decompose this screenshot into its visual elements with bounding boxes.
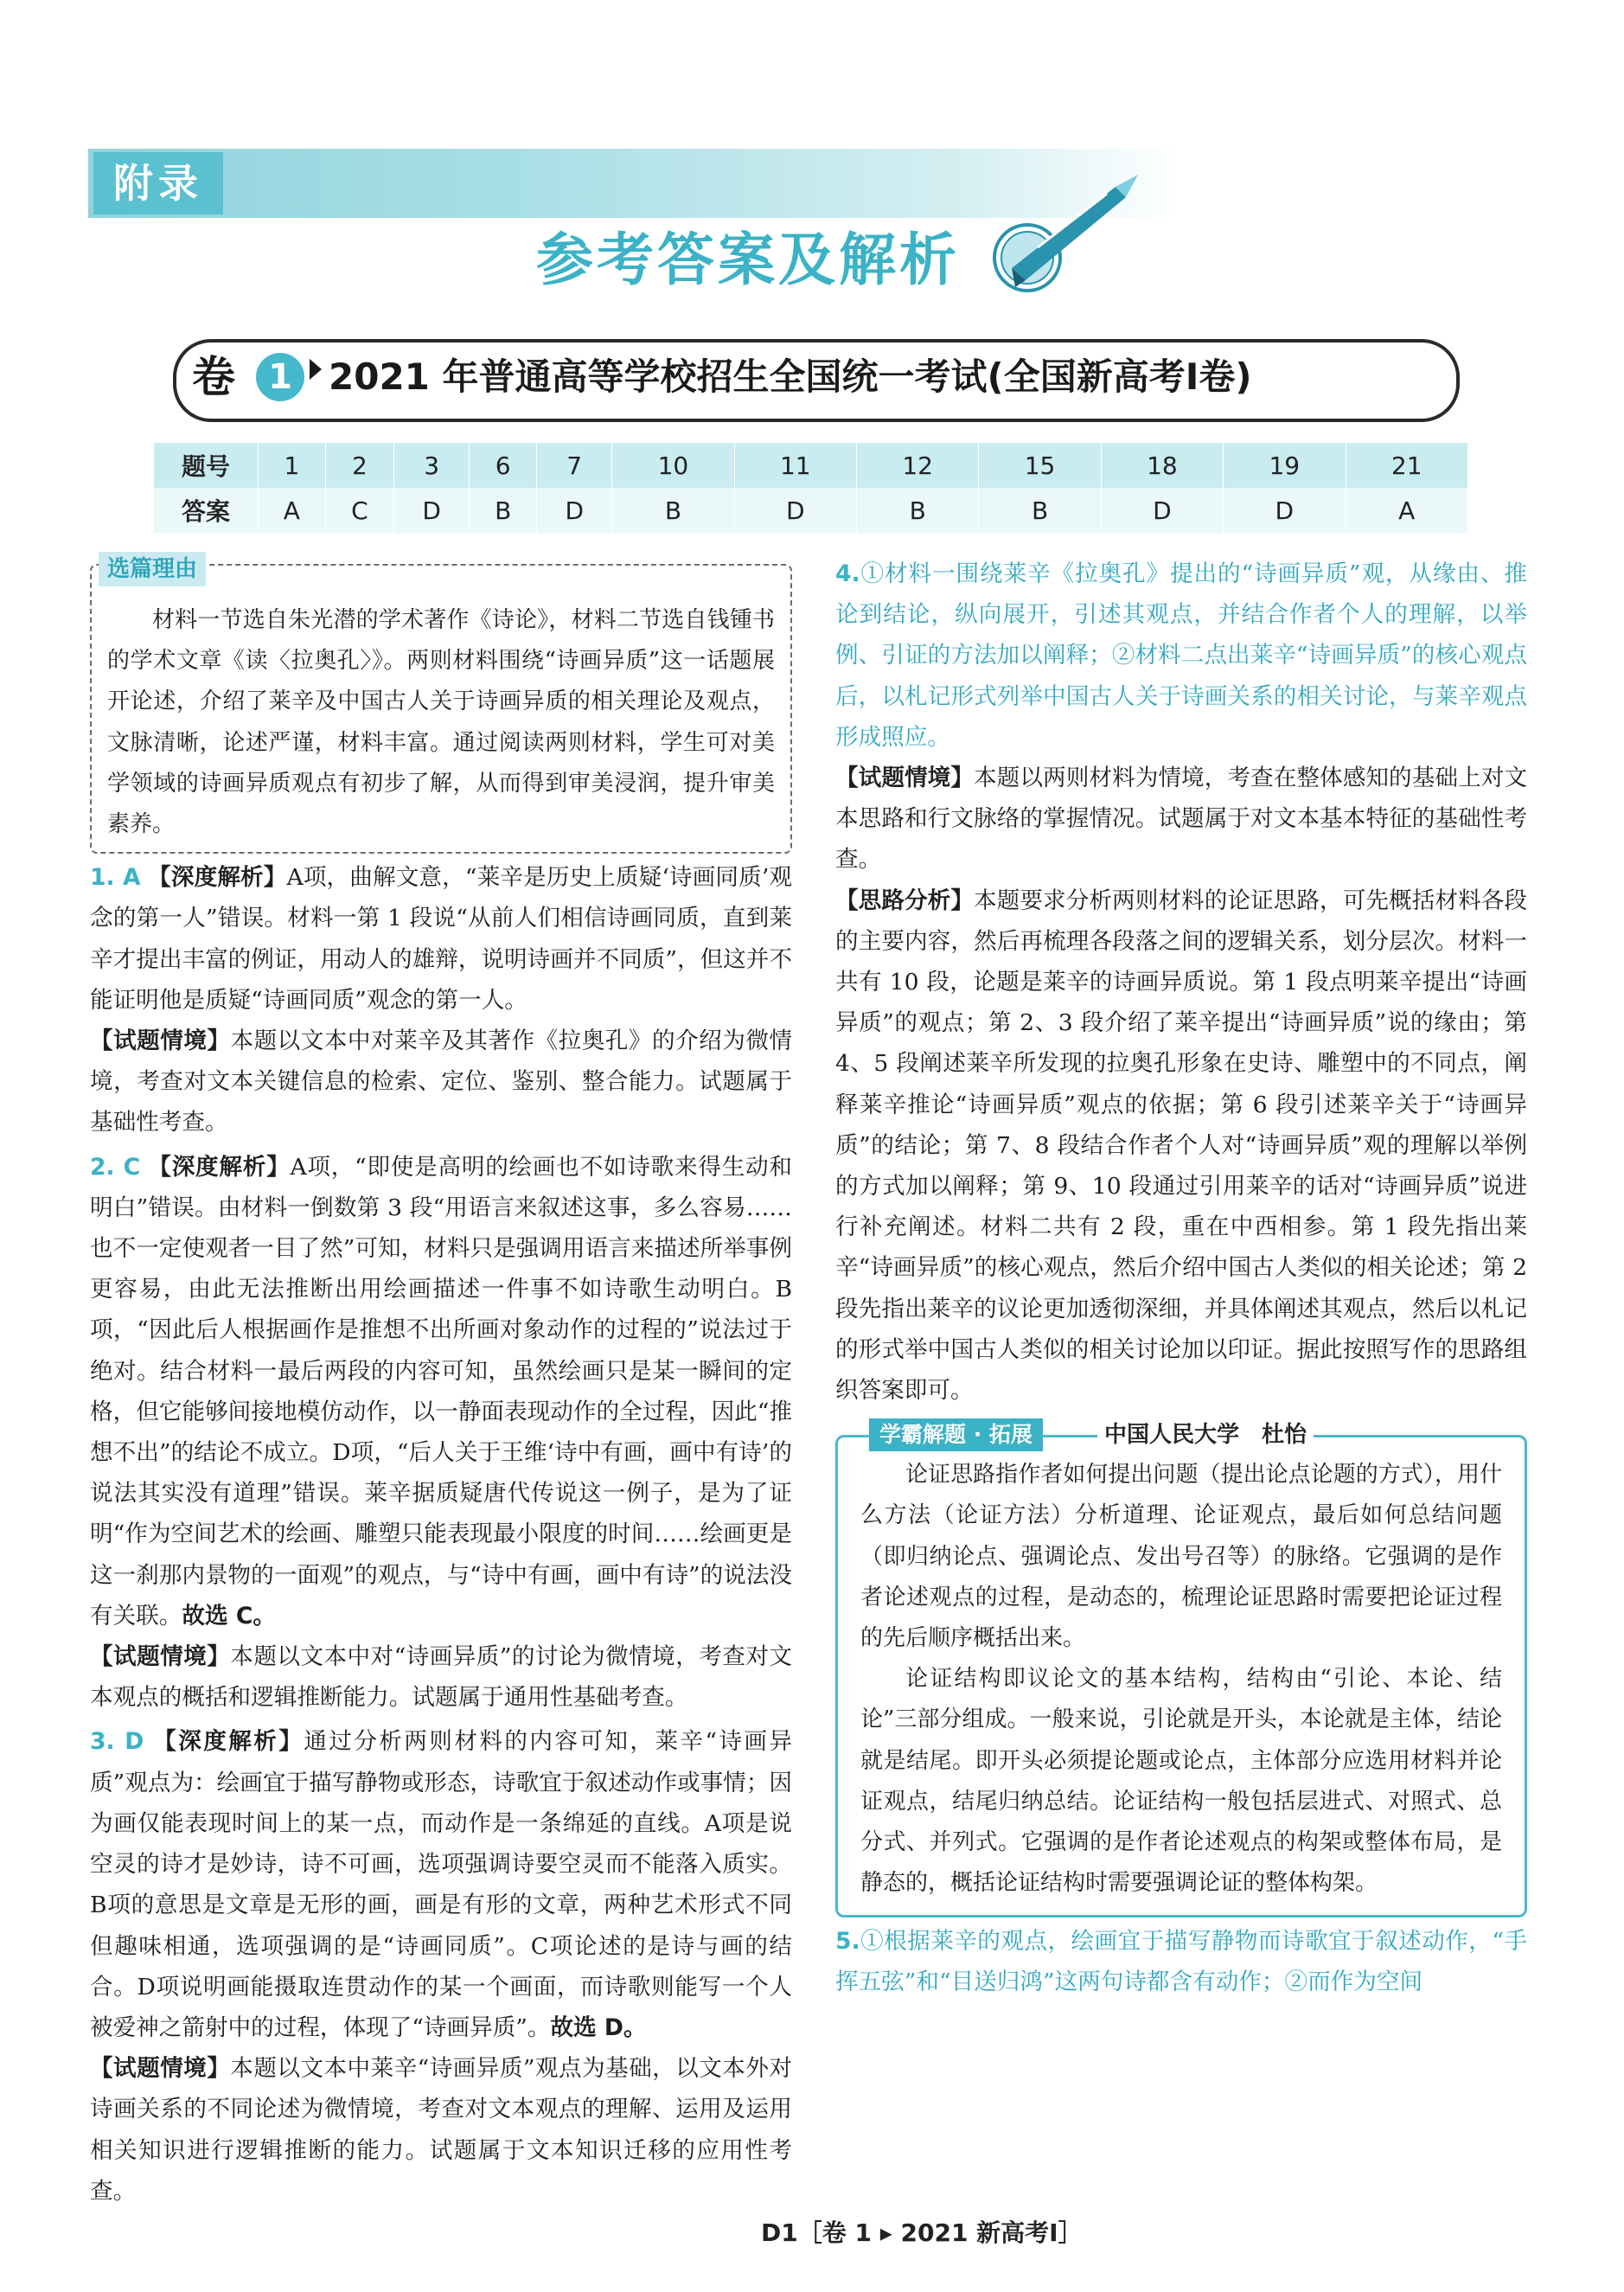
- q2-ctx-tag: 【试题情境】: [90, 1643, 231, 1671]
- question-number: 6: [470, 443, 537, 488]
- answer-cell: B: [857, 488, 979, 533]
- question-number: 10: [612, 443, 734, 488]
- q3-conclusion: 故选 D。: [550, 2014, 647, 2041]
- q4-analysis-text: 本题要求分析两则材料的论证思路，可先概括材料各段的主要内容，然后再梳理各段落之间的逻辑关系，划分层次。材料一共有 10 段，论题是莱辛的诗画异质说。第 1 段点明莱辛提出“诗画异质”的观点；第 2、3 段介绍了莱辛提出“诗画异质”说的缘由；第 4、5 段阐述莱辛所发现的拉奥孔形象在史诗、雕塑中的不同点，阐释莱辛推论“诗画异质”观点的依据；第 6 段引述莱辛关于“诗画异质”的结论；第 7、8 段结合作者个人对“诗画异质”观的理解以举例的方式加以阐释；第 9、10 段通过引用莱辛的话对“诗画异质”说进行补充阐述。材料二共有 2 段，重在中西相参。第 1 段先指出莱辛“诗画异质”的核心观点，然后介绍中国古人类似的相关论述；第 2 段先指出莱辛的议论更加透彻深细，并具体阐述其观点，然后以札记的形式举中国古人类似的相关讨论加以印证。据此按照写作的思路组织答案即可。: [835, 887, 1527, 1405]
- extension-tag: 学霸解题 · 拓展: [869, 1418, 1043, 1451]
- q1-ctx-text: 本题以文本中对莱辛及其著作《拉奥孔》的介绍为微情境，考查对文本关键信息的检索、定位、鉴别、整合能力。试题属于基础性考查。: [90, 1028, 793, 1136]
- q4-answer-text: ①材料一围绕莱辛《拉奥孔》提出的“诗画异质”观，从缘由、推论到结论，纵向展开，引述其观点，并结合作者个人的理解，以举例、引证的方法加以阐释；②材料二点出莱辛“诗画异质”的核心观点后，以札记形式列举中国古人关于诗画关系的相关讨论，与莱辛观点形成照应。: [835, 560, 1527, 751]
- extension-paragraph-2: 论证结构即议论文的基本结构，结构由“引论、本论、结论”三部分组成。一般来说，引论就是开头，本论就是主体，结论就是结尾。即开头必须提论题或论点，主体部分应选用材料并论证观点，结尾归纳总结。论证结构一般包括层进式、对照式、总分式、并列式。它强调的是作者论述观点的构架或整体布局，是静态的，概括论证结构时需要强调论证的整体构架。: [860, 1666, 1502, 1897]
- answer-table-row-numbers: [154, 443, 1468, 488]
- answer-cell: B: [612, 488, 734, 533]
- page-footer: D1［卷 1 ▸ 2021 新高考Ⅰ］: [761, 2218, 1083, 2247]
- fountain-pen-icon: [986, 171, 1141, 301]
- q4-analysis: [835, 880, 1527, 1412]
- q4-context: [835, 758, 1527, 880]
- q4-ctx-text: 本题以两则材料为情境，考查在整体感知的基础上对文本思路和行文脉络的掌握情况。试题属于对文本基本特征的基础性考查。: [835, 765, 1527, 874]
- q5-answer-text: ①根据莱辛的观点，绘画宜于描写静物而诗歌宜于叙述动作，“手挥五弦”和“目送归鸿”这两句诗都含有动作；②而作为空间: [835, 1927, 1527, 1995]
- q3-number: 3. D: [90, 1728, 144, 1756]
- answer-cell: B: [979, 488, 1101, 533]
- answer-table: [154, 443, 1468, 533]
- selection-reason-box: [90, 556, 792, 854]
- answer-cell: D: [1101, 488, 1223, 533]
- answer-cell: A: [259, 488, 326, 533]
- q1-tag: 【深度解析】: [148, 864, 287, 892]
- q2-conclusion: 故选 C。: [182, 1602, 276, 1629]
- row-label-answers: 答案: [154, 488, 259, 533]
- q3-context: [90, 2048, 792, 2212]
- row-label-numbers: 题号: [154, 443, 259, 488]
- question-number: 15: [979, 443, 1101, 488]
- q4-ctx-tag: 【试题情境】: [835, 765, 975, 792]
- answer-cell: A: [1346, 488, 1468, 533]
- selection-reason-text: 材料一节选自朱光潜的学术著作《诗论》，材料二节选自钱锺书的学术文章《读〈拉奥孔〉》。两则材料围绕“诗画异质”这一话题展开论述，介绍了莱辛及中国古人关于诗画异质的相关理论及观点，文脉清晰，论述严谨，材料丰富。通过阅读两则材料，学生可对美学领域的诗画异质观点有初步了解，从而得到审美浸润，提升审美素养。: [107, 607, 775, 838]
- q1-text: A项，曲解文意，“莱辛是历史上质疑‘诗画同质’观念的第一人”错误。材料一第 1 段说“从前人们相信诗画同质，直到莱辛才提出丰富的例证，用动人的雄辩，说明诗画并不同质”，但这并不能证明他是质疑“诗画同质”观念的第一人。: [90, 864, 792, 1014]
- question-number: 12: [857, 443, 979, 488]
- q3-ctx-text: 本题以文本中莱辛“诗画异质”观点为基础，以文本外对诗画关系的不同论述为微情境，考查对文本观点的理解、运用及运用相关知识进行逻辑推断的能力。试题属于文本知识迁移的应用性考查。: [90, 2055, 792, 2205]
- q2-analysis: [90, 1147, 792, 1636]
- volume-number: 1: [256, 353, 304, 401]
- answer-cell: D: [734, 488, 856, 533]
- q2-number: 2. C: [90, 1153, 141, 1181]
- question-number: 11: [734, 443, 856, 488]
- question-number: 2: [325, 443, 393, 488]
- q2-tag: 【深度解析】: [148, 1153, 291, 1181]
- question-number: 1: [259, 443, 326, 488]
- q3-text: 通过分析两则材料的内容可知，莱辛“诗画异质”观点为：绘画宜于描写静物或形态，诗歌宜于叙述动作或事情；因为画仅能表现时间上的某一点，而动作是一条绵延的直线。A项是说空灵的诗才是妙诗，诗不可画，选项强调诗要空灵而不能落入质实。B项的意思是文章是无形的画，画是有形的文章，两种艺术形式不同但趣味相通，选项强调的是“诗画同质”。C项论述的是诗与画的结合。D项说明画能摄取连贯动作的某一个画面，而诗歌则能写一个人被爱神之箭射中的过程，体现了“诗画异质”。: [90, 1728, 792, 2041]
- answer-cell: C: [325, 488, 393, 533]
- extension-box: [835, 1422, 1527, 1917]
- answer-table-row-answers: [154, 488, 1468, 533]
- answer-cell: D: [537, 488, 612, 533]
- q1-number: 1. A: [90, 864, 141, 892]
- extension-author: 中国人民大学 杜怡: [1097, 1420, 1314, 1450]
- selection-reason-tag: 选篇理由: [99, 552, 206, 586]
- appendix-tag: 附录: [93, 152, 223, 214]
- question-number: 3: [394, 443, 470, 488]
- q1-context: [90, 1021, 792, 1143]
- q1-analysis: [90, 857, 792, 1021]
- q4-analysis-tag: 【思路分析】: [835, 887, 975, 914]
- question-number: 7: [537, 443, 612, 488]
- q2-context: [90, 1636, 792, 1718]
- question-number: 18: [1101, 443, 1223, 488]
- q4-number: 4.: [835, 560, 860, 587]
- q1-ctx-tag: 【试题情境】: [90, 1028, 231, 1055]
- q3-tag: 【深度解析】: [153, 1728, 304, 1756]
- q5-answer: [835, 1921, 1527, 2002]
- left-column: [90, 556, 793, 2212]
- volume-label: 卷: [192, 352, 235, 402]
- answer-cell: D: [394, 488, 470, 533]
- arrow-right-icon: [310, 359, 322, 380]
- q4-answer: [835, 554, 1527, 758]
- page-title: 参考答案及解析: [536, 227, 960, 293]
- question-number: 21: [1346, 443, 1468, 488]
- extension-paragraph-1: 论证思路指作者如何提出问题（提出论点论题的方式），用什么方法（论证方法）分析道理、论证观点，最后如何总结问题（即归纳论点、强调论点、发出号召等）的脉络。它强调的是作者论述观点的过程，是动态的，梳理论证思路时需要把论证过程的先后顺序概括出来。: [860, 1462, 1502, 1652]
- answer-cell: B: [470, 488, 537, 533]
- question-number: 19: [1224, 443, 1346, 488]
- q3-analysis: [90, 1721, 792, 2048]
- q3-ctx-tag: 【试题情境】: [90, 2055, 231, 2083]
- q2-ctx-text: 本题以文本中对“诗画异质”的讨论为微情境，考查对文本观点的概括和逻辑推断能力。试题属于通用性基础考查。: [90, 1643, 792, 1712]
- right-column: [835, 554, 1527, 2002]
- answer-cell: D: [1224, 488, 1346, 533]
- volume-exam-title: 2021 年普通高等学校招生全国统一考试(全国新高考Ⅰ卷): [329, 355, 1252, 398]
- q5-number: 5.: [835, 1927, 860, 1955]
- q2-text: A项，“即使是高明的绘画也不如诗歌来得生动和明白”错误。由材料一倒数第 3 段“用语言来叙述这事，多么容易……也不一定使观者一目了然”可知，材料只是强调用语言来描述所举事例更容易，由此无法推断出用绘画描述一件事不如诗歌生动明白。B项，“因此后人根据画作是推想不出所画对象动作的过程的”说法过于绝对。结合材料一最后两段的内容可知，虽然绘画只是某一瞬间的定格，但它能够间接地模仿动作，以一静面表现动作的全过程，因此“推想不出”的结论不成立。D项，“后人关于王维‘诗中有画，画中有诗’的说法其实没有道理”错误。莱辛据质疑唐代传说这一例子，是为了证明“作为空间艺术的绘画、雕塑只能表现最小限度的时间……绘画更是这一刹那内景物的一面观”的观点，与“诗中有画，画中有诗”的说法没有关联。: [90, 1153, 793, 1629]
